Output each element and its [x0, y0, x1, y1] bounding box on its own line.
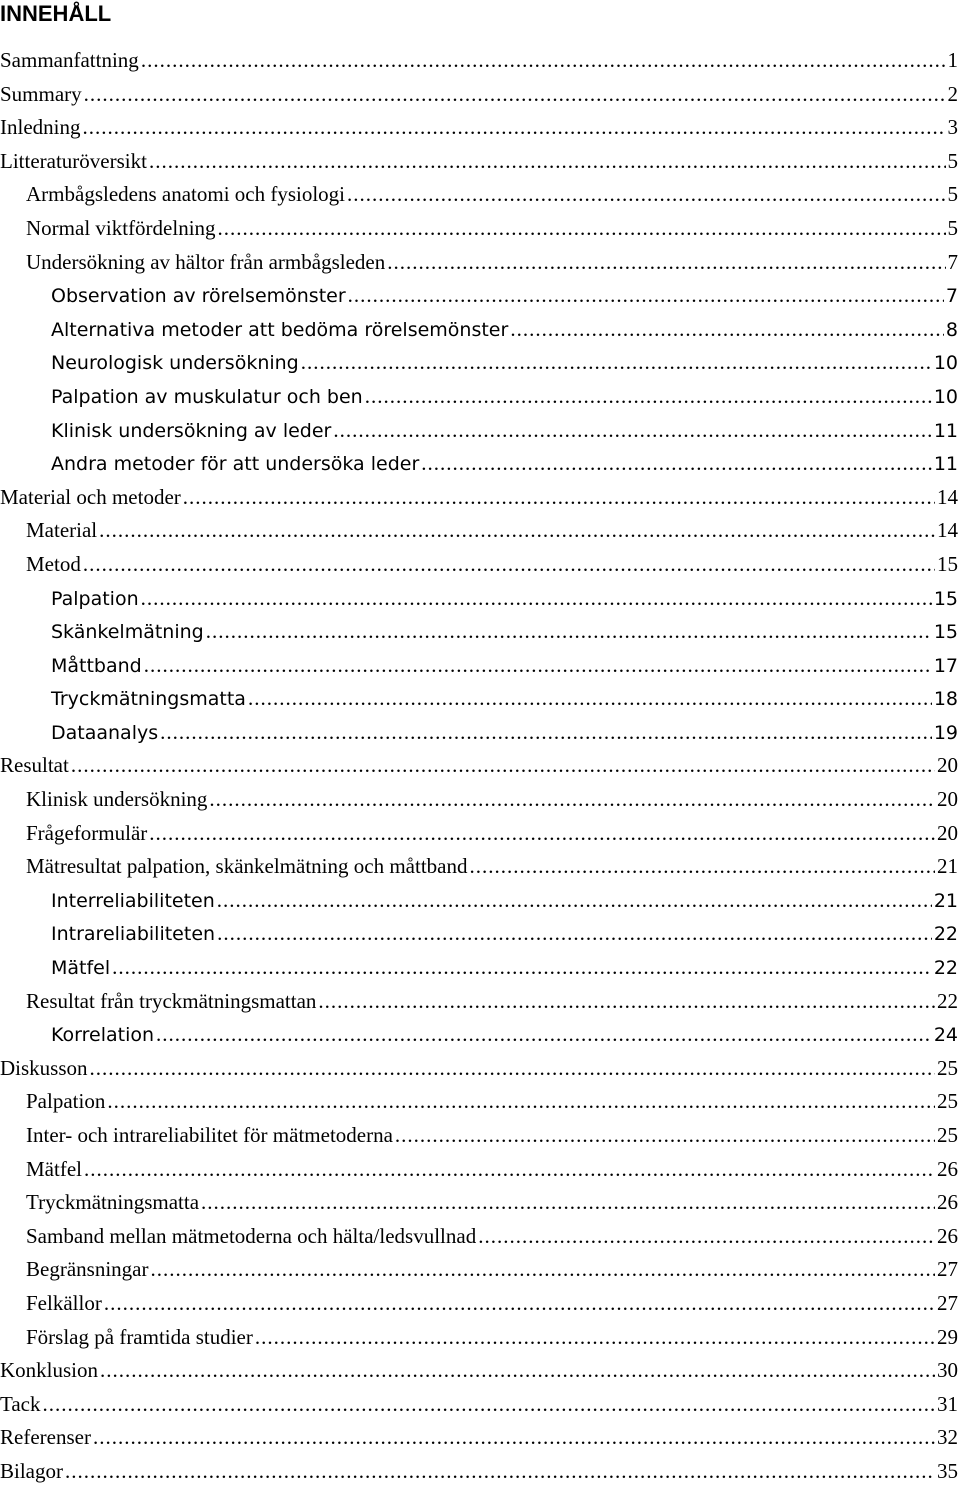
- toc-entry-title: Mätfel: [26, 1156, 82, 1181]
- toc-entry-title: Litteraturöversikt: [0, 148, 147, 173]
- toc-entry-page-number: 5: [947, 182, 958, 207]
- toc-entry-page-number: 11: [933, 453, 958, 476]
- toc-entry-row: [0, 1455, 960, 1489]
- toc-entry-row: [26, 1153, 960, 1187]
- toc-entry-row: [51, 716, 960, 750]
- toc-entry-row: [26, 1321, 960, 1355]
- toc-entry-page-number: 14: [937, 484, 958, 509]
- toc-entry-title: Skänkelmätning: [51, 621, 204, 644]
- toc-entry[interactable]: [0, 783, 960, 817]
- toc-entry-page-number: 26: [937, 1190, 958, 1215]
- toc-entry-page-number: 10: [933, 352, 958, 375]
- toc-entry-row: [51, 884, 960, 918]
- toc-dot-leader: [99, 514, 935, 548]
- toc-entry-page-number: 14: [937, 518, 958, 543]
- toc-dot-leader: [83, 548, 935, 582]
- toc-entry[interactable]: [0, 682, 960, 716]
- toc-entry-page-number: 27: [937, 1257, 958, 1282]
- toc-entry-page-number: 5: [947, 148, 958, 173]
- toc-entry[interactable]: [0, 514, 960, 548]
- toc-dot-leader: [217, 917, 932, 951]
- toc-heading: INNEHÅLL: [0, 1, 112, 26]
- toc-entry[interactable]: [0, 1354, 960, 1388]
- toc-dot-leader: [217, 884, 932, 918]
- toc-dot-leader: [82, 111, 945, 145]
- toc-entry-title: Samband mellan mätmetoderna och hälta/ledsvullnad: [26, 1223, 477, 1248]
- toc-dot-leader: [104, 1287, 935, 1321]
- toc-dot-leader: [100, 1354, 935, 1388]
- toc-dot-leader: [160, 716, 932, 750]
- toc-entry-row: [0, 145, 960, 179]
- toc-dot-leader: [112, 951, 932, 985]
- toc-entry-title: Referenser: [0, 1425, 91, 1450]
- toc-entry-page-number: 7: [947, 249, 958, 274]
- toc-entry-title: Metod: [26, 551, 81, 576]
- toc-entry-row: [51, 649, 960, 683]
- toc-entry[interactable]: [0, 246, 960, 280]
- toc-entry-page-number: 21: [937, 854, 958, 879]
- toc-dot-leader: [149, 145, 946, 179]
- toc-entry-page-number: 20: [937, 820, 958, 845]
- toc-dot-leader: [469, 850, 935, 884]
- toc-entry-title: Undersökning av hältor från armbågsleden: [26, 249, 386, 274]
- toc-entry-row: [26, 783, 960, 817]
- toc-entry[interactable]: [0, 716, 960, 750]
- toc-entry[interactable]: [0, 44, 960, 78]
- toc-entry-page-number: 25: [937, 1089, 958, 1114]
- toc-entry-row: [51, 615, 960, 649]
- toc-entry-row: [26, 985, 960, 1019]
- toc-dot-leader: [209, 783, 935, 817]
- toc-entry-title: Palpation: [26, 1089, 106, 1114]
- toc-dot-leader: [141, 44, 946, 78]
- toc-entry[interactable]: [0, 1018, 960, 1052]
- toc-entry-page-number: 35: [937, 1458, 958, 1483]
- toc-entry-title: Inter- och intrareliabilitet för mätmetoderna: [26, 1123, 393, 1147]
- toc-entry-row: [0, 111, 960, 145]
- toc-entry-title: Neurologisk undersökning: [51, 352, 299, 375]
- toc-entry[interactable]: [0, 1455, 960, 1489]
- toc-entry-row: [26, 246, 960, 280]
- toc-entry-row: [26, 1085, 960, 1119]
- toc-dot-leader: [218, 212, 946, 246]
- toc-entry[interactable]: [0, 111, 960, 145]
- toc-entry[interactable]: [0, 649, 960, 683]
- table-of-contents: [0, 44, 960, 1489]
- toc-entry[interactable]: [0, 1253, 960, 1287]
- toc-entry-row: [26, 212, 960, 246]
- toc-entry-row: [26, 548, 960, 582]
- toc-dot-leader: [150, 1253, 935, 1287]
- toc-entry[interactable]: [0, 380, 960, 414]
- toc-entry-page-number: 20: [937, 787, 958, 812]
- toc-entry-title: Klinisk undersökning av leder: [51, 419, 332, 442]
- toc-entry-row: [26, 514, 960, 548]
- toc-dot-leader: [183, 481, 935, 515]
- toc-entry-title: Mätfel: [51, 957, 111, 980]
- toc-entry-page-number: 25: [937, 1123, 958, 1147]
- toc-entry-title: Resultat: [0, 753, 69, 778]
- toc-entry-page-number: 8: [945, 318, 958, 341]
- toc-entry[interactable]: [0, 850, 960, 884]
- toc-entry-row: [0, 78, 960, 112]
- toc-entry-row: [51, 951, 960, 985]
- toc-entry[interactable]: [0, 1052, 960, 1086]
- toc-entry-row: [26, 1119, 960, 1153]
- toc-dot-leader: [90, 1052, 935, 1086]
- toc-entry-page-number: 21: [933, 889, 958, 912]
- toc-entry-row: [51, 917, 960, 951]
- toc-entry-page-number: 20: [937, 753, 958, 778]
- toc-entry-title: Tack: [0, 1391, 41, 1416]
- toc-entry-page-number: 11: [933, 419, 958, 442]
- toc-dot-leader: [255, 1321, 935, 1355]
- toc-dot-leader: [206, 615, 932, 649]
- toc-entry-row: [51, 582, 960, 616]
- toc-entry-row: [26, 1220, 960, 1254]
- toc-entry-row: [51, 414, 960, 448]
- toc-entry-title: Tryckmätningsmatta: [51, 688, 246, 711]
- toc-entry-page-number: 3: [947, 115, 958, 140]
- toc-entry[interactable]: [0, 447, 960, 481]
- toc-entry[interactable]: [0, 749, 960, 783]
- toc-dot-leader: [65, 1455, 935, 1489]
- toc-entry-row: [26, 1287, 960, 1321]
- toc-entry-row: [51, 1018, 960, 1052]
- toc-dot-leader: [421, 447, 932, 481]
- toc-entry[interactable]: [0, 1421, 960, 1455]
- toc-dot-leader: [71, 749, 935, 783]
- toc-entry-title: Armbågsledens anatomi och fysiologi: [26, 182, 346, 207]
- toc-entry[interactable]: [0, 346, 960, 380]
- toc-entry-page-number: 15: [933, 621, 958, 644]
- toc-entry-row: [0, 1354, 960, 1388]
- toc-dot-leader: [93, 1421, 935, 1455]
- toc-dot-leader: [141, 582, 932, 616]
- toc-entry[interactable]: [0, 1186, 960, 1220]
- toc-entry[interactable]: [0, 1153, 960, 1187]
- toc-entry-page-number: 10: [933, 385, 958, 408]
- toc-entry-row: [0, 1388, 960, 1422]
- toc-entry-title: Andra metoder för att undersöka leder: [51, 453, 420, 476]
- toc-dot-leader: [107, 1085, 935, 1119]
- toc-entry[interactable]: [0, 884, 960, 918]
- toc-entry-row: [26, 178, 960, 212]
- toc-dot-leader: [318, 985, 935, 1019]
- toc-entry-page-number: 19: [933, 721, 958, 744]
- toc-entry[interactable]: [0, 1119, 960, 1153]
- toc-dot-leader: [84, 1153, 935, 1187]
- toc-entry[interactable]: [0, 1287, 960, 1321]
- toc-entry-page-number: 15: [937, 551, 958, 576]
- toc-dot-leader: [144, 649, 932, 683]
- toc-entry-row: [51, 279, 960, 313]
- toc-entry-row: [51, 313, 960, 347]
- toc-entry-title: Bilagor: [0, 1458, 63, 1483]
- toc-dot-leader: [347, 178, 945, 212]
- toc-entry-title: Konklusion: [0, 1358, 99, 1383]
- toc-entry-row: [51, 447, 960, 481]
- toc-entry-title: Palpation av muskulatur och ben: [51, 385, 363, 408]
- toc-dot-leader: [395, 1119, 935, 1153]
- toc-entry-title: Interreliabiliteten: [51, 889, 215, 912]
- toc-entry[interactable]: [0, 582, 960, 616]
- toc-entry-page-number: 17: [933, 654, 958, 677]
- toc-entry-page-number: 15: [933, 587, 958, 610]
- toc-dot-leader: [333, 414, 931, 448]
- toc-entry[interactable]: [0, 481, 960, 515]
- toc-entry-row: [26, 1186, 960, 1220]
- toc-dot-leader: [201, 1186, 935, 1220]
- toc-entry-title: Inledning: [0, 115, 81, 140]
- toc-entry[interactable]: [0, 414, 960, 448]
- toc-dot-leader: [387, 246, 945, 280]
- toc-entry-title: Resultat från tryckmätningsmattan: [26, 988, 317, 1013]
- toc-entry-page-number: 30: [937, 1358, 958, 1383]
- toc-dot-leader: [365, 380, 932, 414]
- toc-dot-leader: [510, 313, 944, 347]
- toc-entry-title: Måttband: [51, 654, 142, 677]
- toc-entry-title: Normal viktfördelning: [26, 215, 216, 240]
- toc-entry-title: Felkällor: [26, 1290, 102, 1315]
- toc-entry-row: [26, 1253, 960, 1287]
- toc-entry-row: [26, 817, 960, 851]
- toc-entry-title: Sammanfattning: [0, 48, 139, 72]
- toc-entry[interactable]: [0, 548, 960, 582]
- toc-entry-title: Intrareliabiliteten: [51, 923, 216, 946]
- toc-entry-title: Material: [26, 518, 98, 543]
- toc-entry[interactable]: [0, 145, 960, 179]
- toc-entry-row: [0, 1052, 960, 1086]
- toc-entry-page-number: 7: [945, 285, 958, 308]
- toc-entry-title: Klinisk undersökning: [26, 787, 208, 812]
- toc-entry-title: Korrelation: [51, 1024, 155, 1047]
- toc-entry[interactable]: [0, 279, 960, 313]
- toc-entry[interactable]: [0, 178, 960, 212]
- toc-entry[interactable]: [0, 1321, 960, 1355]
- toc-entry[interactable]: [0, 985, 960, 1019]
- toc-dot-leader: [43, 1388, 935, 1422]
- toc-entry[interactable]: [0, 1388, 960, 1422]
- toc-entry-title: Tryckmätningsmatta: [26, 1190, 200, 1215]
- toc-entry-title: Diskusson: [0, 1055, 88, 1080]
- toc-entry-page-number: 26: [937, 1156, 958, 1181]
- toc-entry-title: Palpation: [51, 587, 139, 610]
- toc-dot-leader: [301, 346, 932, 380]
- toc-entry[interactable]: [0, 1085, 960, 1119]
- toc-entry[interactable]: [0, 951, 960, 985]
- toc-entry-page-number: 27: [937, 1290, 958, 1315]
- toc-entry-title: Observation av rörelsemönster: [51, 285, 346, 308]
- toc-entry-page-number: 18: [933, 688, 958, 711]
- toc-dot-leader: [84, 78, 946, 112]
- toc-entry-title: Mätresultat palpation, skänkelmätning och måttband: [26, 854, 468, 879]
- toc-entry-row: [26, 850, 960, 884]
- toc-entry[interactable]: [0, 615, 960, 649]
- toc-entry[interactable]: [0, 78, 960, 112]
- toc-entry-page-number: 5: [947, 215, 958, 240]
- toc-entry-row: [51, 380, 960, 414]
- toc-entry-page-number: 26: [937, 1223, 958, 1248]
- toc-entry[interactable]: [0, 1220, 960, 1254]
- toc-entry[interactable]: [0, 313, 960, 347]
- toc-entry-title: Dataanalys: [51, 721, 159, 744]
- toc-entry-title: Alternativa metoder att bedöma rörelsemönster: [51, 318, 509, 341]
- toc-dot-leader: [348, 279, 944, 313]
- toc-entry-page-number: 1: [947, 48, 958, 72]
- toc-entry-page-number: 22: [937, 988, 958, 1013]
- toc-dot-leader: [149, 817, 935, 851]
- toc-entry-page-number: 24: [933, 1024, 958, 1047]
- toc-entry-row: [0, 749, 960, 783]
- toc-entry-page-number: 32: [937, 1425, 958, 1450]
- toc-entry-title: Förslag på framtida studier: [26, 1324, 253, 1349]
- toc-entry[interactable]: [0, 817, 960, 851]
- toc-entry-row: [0, 1421, 960, 1455]
- toc-entry-row: [0, 481, 960, 515]
- toc-entry-page-number: 25: [937, 1055, 958, 1080]
- toc-entry-title: Material och metoder: [0, 484, 181, 509]
- toc-entry-row: [51, 682, 960, 716]
- toc-entry[interactable]: [0, 212, 960, 246]
- toc-entry-title: Begränsningar: [26, 1257, 149, 1282]
- toc-entry-page-number: 2: [947, 81, 958, 106]
- toc-entry-row: [51, 346, 960, 380]
- toc-entry-page-number: 22: [933, 923, 958, 946]
- toc-entry[interactable]: [0, 917, 960, 951]
- toc-entry-page-number: 31: [937, 1391, 958, 1416]
- toc-entry-page-number: 22: [933, 957, 958, 980]
- toc-entry-page-number: 29: [937, 1324, 958, 1349]
- toc-entry-row: [0, 44, 960, 78]
- toc-dot-leader: [478, 1220, 935, 1254]
- toc-entry-title: Summary: [0, 81, 82, 106]
- toc-dot-leader: [248, 682, 932, 716]
- toc-dot-leader: [156, 1018, 932, 1052]
- toc-entry-title: Frågeformulär: [26, 820, 148, 845]
